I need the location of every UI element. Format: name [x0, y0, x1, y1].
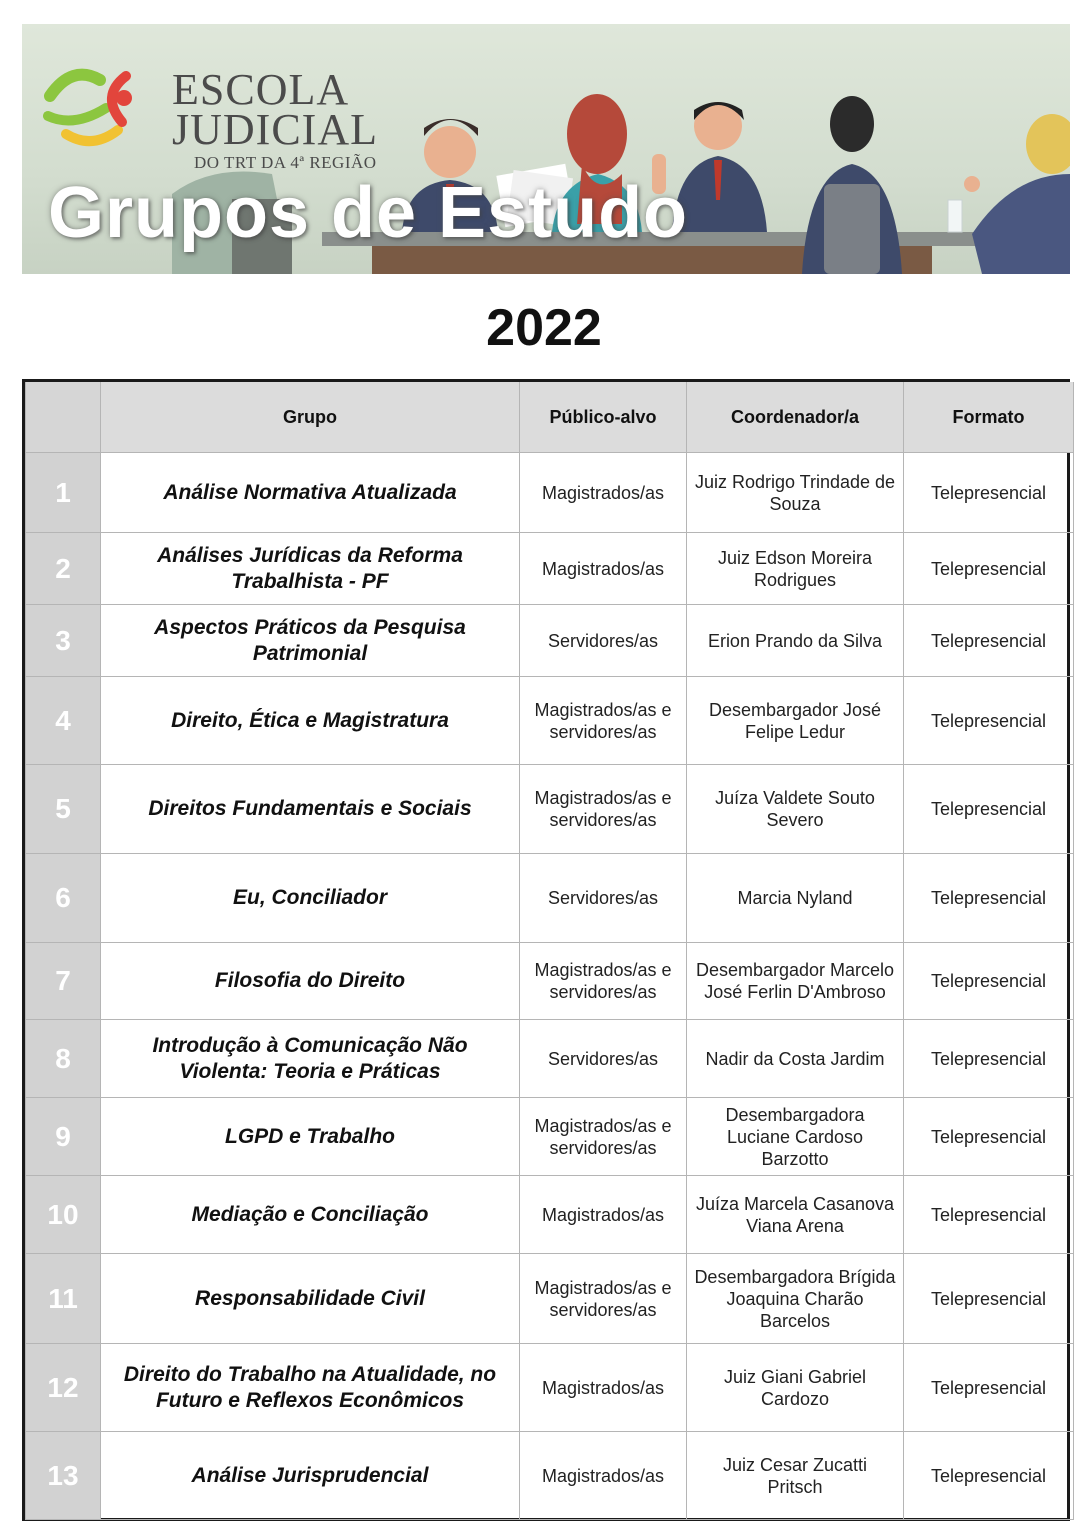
table-row: [26, 533, 1074, 605]
logo-line-3: DO TRT DA 4ª REGIÃO: [194, 153, 377, 172]
row-number: 6: [26, 854, 101, 943]
logo-line-2: JUDICIAL: [172, 105, 378, 154]
header-coordenador: Coordenador/a: [687, 382, 904, 453]
format: Telepresencial: [904, 765, 1074, 854]
table-row: [26, 677, 1074, 765]
format: Telepresencial: [904, 453, 1074, 533]
target-audience: Servidores/as: [520, 854, 687, 943]
header-number: [26, 382, 101, 453]
table-header-row: [26, 382, 1074, 453]
table-row: [26, 1254, 1074, 1344]
coordinator: Erion Prando da Silva: [687, 605, 904, 677]
coordinator: Desembargador Marcelo José Ferlin D'Ambroso: [687, 943, 904, 1020]
target-audience: Magistrados/as e servidores/as: [520, 765, 687, 854]
row-number: 4: [26, 677, 101, 765]
table-row: [26, 943, 1074, 1020]
group-name: Filosofia do Direito: [101, 943, 520, 1020]
table-row: [26, 1020, 1074, 1098]
logo: [172, 65, 378, 172]
row-number: 12: [26, 1344, 101, 1432]
header-grupo: Grupo: [101, 382, 520, 453]
coordinator: Marcia Nyland: [687, 854, 904, 943]
target-audience: Servidores/as: [520, 605, 687, 677]
row-number: 3: [26, 605, 101, 677]
group-name: Direitos Fundamentais e Sociais: [101, 765, 520, 854]
format: Telepresencial: [904, 605, 1074, 677]
format: Telepresencial: [904, 533, 1074, 605]
row-number: 1: [26, 453, 101, 533]
format: Telepresencial: [904, 1432, 1074, 1520]
target-audience: Magistrados/as: [520, 533, 687, 605]
table-row: [26, 1344, 1074, 1432]
target-audience: Magistrados/as: [520, 1176, 687, 1254]
group-name: Eu, Conciliador: [101, 854, 520, 943]
row-number: 11: [26, 1254, 101, 1344]
row-number: 10: [26, 1176, 101, 1254]
target-audience: Magistrados/as: [520, 453, 687, 533]
row-number: 13: [26, 1432, 101, 1520]
table-row: [26, 453, 1074, 533]
coordinator: Desembargadora Brígida Joaquina Charão Barcelos: [687, 1254, 904, 1344]
group-name: Análise Normativa Atualizada: [101, 453, 520, 533]
format: Telepresencial: [904, 1176, 1074, 1254]
target-audience: Magistrados/as e servidores/as: [520, 943, 687, 1020]
coordinator: Nadir da Costa Jardim: [687, 1020, 904, 1098]
table-row: [26, 765, 1074, 854]
group-name: Análise Jurisprudencial: [101, 1432, 520, 1520]
coordinator: Desembargador José Felipe Ledur: [687, 677, 904, 765]
group-name: Responsabilidade Civil: [101, 1254, 520, 1344]
row-number: 9: [26, 1098, 101, 1176]
format: Telepresencial: [904, 677, 1074, 765]
target-audience: Magistrados/as e servidores/as: [520, 1254, 687, 1344]
row-number: 7: [26, 943, 101, 1020]
coordinator: Juíza Valdete Souto Severo: [687, 765, 904, 854]
coordinator: Juíza Marcela Casanova Viana Arena: [687, 1176, 904, 1254]
row-number: 5: [26, 765, 101, 854]
logo-line-1: ESCOLA: [172, 65, 350, 114]
banner-title: Grupos de Estudo: [48, 173, 689, 253]
row-number: 2: [26, 533, 101, 605]
target-audience: Magistrados/as: [520, 1432, 687, 1520]
group-name: Direito, Ética e Magistratura: [101, 677, 520, 765]
target-audience: Magistrados/as e servidores/as: [520, 1098, 687, 1176]
format: Telepresencial: [904, 1344, 1074, 1432]
format: Telepresencial: [904, 1020, 1074, 1098]
group-name: Mediação e Conciliação: [101, 1176, 520, 1254]
coordinator: Juiz Rodrigo Trindade de Souza: [687, 453, 904, 533]
group-name: LGPD e Trabalho: [101, 1098, 520, 1176]
target-audience: Magistrados/as: [520, 1344, 687, 1432]
table-row: [26, 854, 1074, 943]
target-audience: Servidores/as: [520, 1020, 687, 1098]
table-row: [26, 1098, 1074, 1176]
header-formato: Formato: [904, 382, 1074, 453]
groups-table-container: [22, 379, 1070, 1521]
target-audience: Magistrados/as e servidores/as: [520, 677, 687, 765]
format: Telepresencial: [904, 1098, 1074, 1176]
format: Telepresencial: [904, 1254, 1074, 1344]
header-publico-alvo: Público-alvo: [520, 382, 687, 453]
format: Telepresencial: [904, 943, 1074, 1020]
format: Telepresencial: [904, 854, 1074, 943]
row-number: 8: [26, 1020, 101, 1098]
groups-table: [25, 382, 1074, 1520]
header-banner: [22, 24, 1070, 274]
table-row: [26, 1432, 1074, 1520]
coordinator: Juiz Edson Moreira Rodrigues: [687, 533, 904, 605]
group-name: Aspectos Práticos da Pesquisa Patrimonial: [101, 605, 520, 677]
group-name: Introdução à Comunicação Não Violenta: Teoria e Práticas: [101, 1020, 520, 1098]
coordinator: Juiz Cesar Zucatti Pritsch: [687, 1432, 904, 1520]
table-row: [26, 1176, 1074, 1254]
page-year-heading: 2022: [486, 299, 602, 357]
coordinator: Desembargadora Luciane Cardoso Barzotto: [687, 1098, 904, 1176]
table-row: [26, 605, 1074, 677]
coordinator: Juiz Giani Gabriel Cardozo: [687, 1344, 904, 1432]
group-name: Análises Jurídicas da Reforma Trabalhista - PF: [101, 533, 520, 605]
group-name: Direito do Trabalho na Atualidade, no Futuro e Reflexos Econômicos: [101, 1344, 520, 1432]
